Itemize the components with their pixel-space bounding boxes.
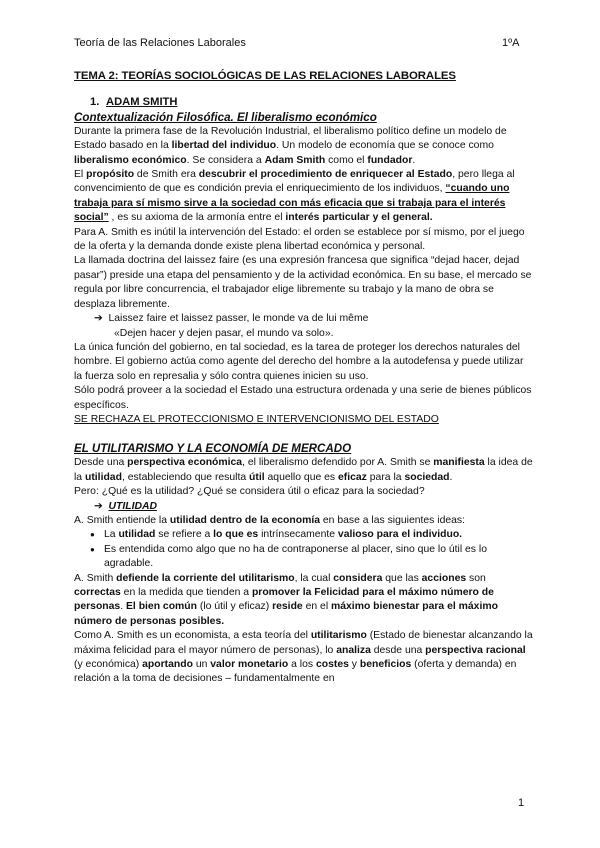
text-run-bold: perspectiva económica — [127, 457, 243, 469]
section-number: 1. — [90, 96, 100, 109]
arrow-item-continuation: «Dejen hacer y dejen pasar, el mundo va solo». — [114, 327, 334, 339]
text-run-bold: costes — [315, 659, 349, 671]
text-run-bold: reside — [272, 601, 303, 613]
text-run: en la medida que tienden a — [120, 587, 252, 598]
text-run: desde una — [370, 644, 426, 656]
arrow-icon: ➔ — [94, 313, 109, 325]
text-run-bold: lo que es — [213, 529, 259, 541]
arrow-item — [94, 500, 534, 514]
text-run: intrínsecamente — [258, 529, 338, 541]
subheading-liberalismo: Contextualización Filosófica. El liberalismo económico — [74, 110, 377, 124]
text-run: (y económica) — [74, 659, 143, 671]
text-run: para la — [366, 471, 405, 483]
subheading-utilitarismo: EL UTILITARISMO Y LA ECONOMÍA DE MERCADO — [74, 442, 352, 456]
text-run-bold: El bien común — [125, 601, 197, 613]
text-run-bold: libertad del individuo — [171, 140, 277, 152]
text-run-bold: liberalismo económico — [74, 154, 187, 166]
text-run: , es su axioma de la armonía entre el — [108, 212, 286, 224]
text-run-bold: valor monetario — [210, 659, 289, 671]
arrow-text: Laissez faire et laissez passer, le monde va de lui même — [108, 313, 369, 325]
document-body — [74, 69, 534, 687]
bullet-item: ● Es entendida como algo que no ha de contraponerse al placer, sino que lo útil es lo agradable. — [74, 543, 534, 572]
text-run-bold: correctas — [74, 587, 121, 598]
text-run: La — [104, 529, 119, 541]
text-run: . Un modelo de economía que se conoce como — [276, 140, 494, 152]
text-run-bold: fundador — [367, 154, 413, 166]
text-run-bold: valioso para el individuo. — [337, 529, 463, 541]
quote-underlined: “cuando uno trabaja para sí mismo sirve a la sociedad con más eficacia que si trabaja para el interés social” — [74, 183, 510, 224]
arrow-item — [94, 312, 534, 326]
header-course: Teoría de las Relaciones Laborales — [74, 37, 246, 49]
text-run-bold: defiende la corriente del utilitarismo — [116, 572, 295, 584]
text-run-bold: útil — [249, 471, 265, 483]
text-run: . — [449, 471, 453, 483]
text-run-bold: propósito — [86, 169, 135, 181]
text-run: (lo útil y eficaz) — [197, 601, 273, 613]
text-run: (oferta y demanda) en relación a la toma de decisiones – fundamentalmente en — [74, 659, 517, 685]
text-run-bold: descubrir el procedimiento de enriquecer al Estado — [198, 169, 453, 181]
text-run: . Se considera a — [186, 154, 265, 166]
text-run: en base a las siguientes ideas: — [320, 514, 465, 526]
text-run-bold: máximo bienestar para el máximo número de personas posibles. — [74, 601, 498, 627]
text-run: . — [120, 601, 126, 613]
text-run: , estableciendo que resulta — [121, 471, 250, 483]
paragraph — [74, 456, 534, 485]
text-run: A. Smith — [74, 572, 117, 584]
text-run: . — [412, 154, 416, 166]
text-run: como el — [325, 154, 368, 166]
text-run: son — [466, 572, 486, 584]
paragraph — [74, 572, 534, 630]
arrow-icon: ➔ — [94, 500, 109, 512]
paragraph — [74, 514, 534, 528]
text-run: Como A. Smith es un economista, a esta teoría del — [74, 630, 311, 642]
paragraph: Para A. Smith es inútil la intervención del Estado: el orden se establece por sí mismo, por el juego de la oferta y la demanda donde existe plena libertad económica y personal. — [74, 226, 525, 253]
text-run-bold: promover la Felicidad para el máximo número de personas — [74, 587, 494, 613]
paragraph — [74, 168, 534, 226]
section-heading-text: ADAM SMITH — [106, 96, 178, 109]
text-run: a los — [288, 659, 316, 671]
text-run: se refiere a — [155, 529, 214, 541]
paragraph — [74, 125, 534, 168]
text-run-bold: acciones — [421, 572, 467, 584]
text-run-bold: eficaz — [338, 471, 367, 483]
text-run: Desde una — [74, 457, 128, 469]
text-run-bold: aportando — [142, 659, 193, 671]
paragraph — [74, 629, 534, 687]
text-run: Durante la primera fase de la Revolución Industrial, el liberalismo político define un modelo de Estado basado en la — [74, 125, 507, 152]
arrow-label: UTILIDAD — [108, 500, 157, 512]
text-run-bold: Adam Smith — [264, 154, 326, 166]
text-run-bold: utilidad — [118, 529, 156, 541]
text-run: de Smith era — [134, 169, 199, 181]
text-run-bold: considera — [333, 572, 383, 584]
paragraph: La llamada doctrina del laissez faire (es una expresión francesa que significa “dejad hacer, dejad pasar”) preside una etapa del pensamiento y de la actividad económica. En su base, el mercado se regula por libre concurrencia, el trabajador elige libremente su trabajo y la mano de obra se desplaza libremente. — [74, 255, 532, 310]
paragraph: Pero: ¿Qué es la utilidad? ¿Qué se considera útil o eficaz para la sociedad? — [74, 486, 425, 498]
text-run-bold: beneficios — [359, 659, 412, 671]
text-run: que las — [382, 572, 422, 584]
text-run: , la cual — [294, 572, 334, 584]
page-number: 1 — [518, 797, 525, 809]
text-run-bold: interés particular y el general. — [285, 212, 433, 224]
text-run: , el liberalismo defendido por A. Smith se — [242, 457, 434, 469]
header-year: 1ºA — [502, 37, 520, 49]
text-run-bold: perspectiva racional — [425, 644, 526, 656]
text-run: (Estado de bienestar alcanzando la máxima felicidad para el mayor número de personas), lo — [74, 630, 533, 656]
bullet-item — [74, 528, 534, 542]
text-run-bold: utilitarismo — [310, 630, 367, 642]
text-run-bold: sociedad — [404, 471, 450, 483]
paragraph-underlined: SE RECHAZA EL PROTECCIONISMO E INTERVENCIONISMO DEL ESTADO — [74, 413, 439, 425]
text-run-bold: utilidad — [84, 471, 122, 483]
text-run-bold: manifiesta — [433, 457, 485, 469]
paragraph: La única función del gobierno, en tal sociedad, es la tarea de proteger los derechos naturales del hombre. El gobierno actúa como agente del derecho del hombre a la autodefensa y puede utilizar la fuerza solo en represalia y sólo contra quienes inicien su uso. — [74, 341, 524, 382]
section-heading-adam-smith — [90, 95, 534, 109]
text-run: aquello que es — [264, 471, 338, 483]
text-run: El — [74, 169, 87, 181]
text-run: A. Smith entiende la — [74, 514, 170, 526]
paragraph: Sólo podrá proveer a la sociedad el Estado una estructura ordenada y una serie de bienes públicos específicos. — [74, 385, 532, 411]
text-run: y — [348, 659, 360, 671]
text-run: la idea de la — [74, 457, 533, 483]
text-run-bold: analiza — [336, 644, 371, 656]
text-run: un — [192, 659, 211, 671]
page-title: TEMA 2: TEORÍAS SOCIOLÓGICAS DE LAS RELACIONES LABORALES — [74, 70, 456, 82]
text-run: , pero llega al convencimiento de que es condición previa el enriquecimiento de los individuos, — [74, 169, 515, 195]
text-run: en el — [302, 601, 332, 613]
text-run-bold: utilidad dentro de la economía — [169, 514, 320, 526]
